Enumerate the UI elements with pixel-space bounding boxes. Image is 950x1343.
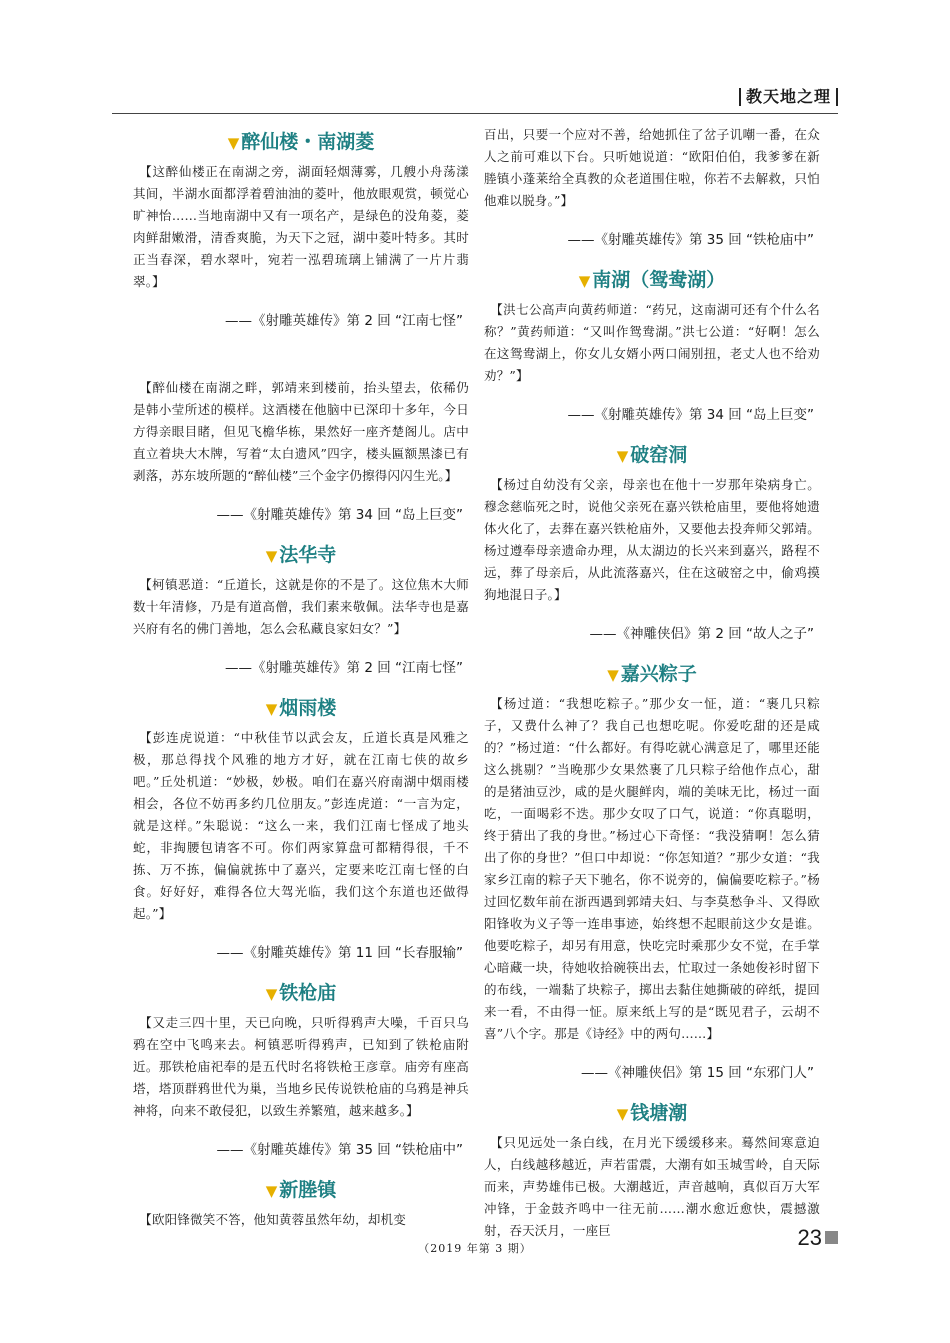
excerpt-source: ——《射雕英雄传》第 35 回 “铁枪庙中”	[216, 1142, 463, 1158]
right-column	[484, 124, 820, 1242]
excerpt-paragraph: 【洪七公高声向黄药师道：“药兄，这南湖可还有个什么名称？”黄药师道：“又叫作鸳鸯湖。”洪七公道：“好啊！怎么在这鸳鸯湖上，你女儿女婿小两口闹别扭，老丈人也不给劝劝？”】	[484, 302, 820, 383]
excerpt-source: ——《射雕英雄传》第 2 回 “江南七怪”	[225, 313, 463, 329]
page-number-text: 23	[797, 1225, 822, 1250]
excerpt-source: ——《射雕英雄传》第 11 回 “长春服输”	[216, 945, 463, 961]
triangle-bullet-icon: ▼	[607, 666, 619, 684]
heading-text: 南湖（鸳鸯湖）	[592, 269, 726, 291]
section-title-label: 教天地之理	[739, 88, 838, 106]
excerpt-source: ——《射雕英雄传》第 34 回 “岛上巨变”	[567, 407, 814, 423]
triangle-bullet-icon: ▼	[227, 134, 240, 152]
excerpt-paragraph: 【醉仙楼在南湖之畔，郭靖来到楼前，抬头望去，依稀仍是韩小莹所述的模样。这酒楼在他脑中已深印十多年，今日方得亲眼目睹，但见飞檐华栋，果然好一座齐楚阁儿。店中直立着块大木牌，写着“太白遗风”四字，楼头匾额黑漆已有剥落，苏东坡所题的“醉仙楼”三个金字仍擦得闪闪生光。】	[133, 380, 469, 483]
excerpt-paragraph: 【又走三四十里，天已向晚，只听得鸦声大噪，千百只乌鸦在空中飞鸣来去。柯镇恶听得鸦声，已知到了铁枪庙附近。那铁枪庙祀奉的是五代时名将铁枪王彦章。庙旁有座高塔，塔顶群鸦世代为巢，当地乡民传说铁枪庙的乌鸦是神兵神将，向来不敢侵犯，以致生养繁殖，越来越多。】	[133, 1015, 469, 1118]
excerpt-source: ——《射雕英雄传》第 2 回 “江南七怪”	[225, 660, 463, 676]
left-column	[133, 124, 469, 1231]
excerpt-paragraph: 【杨过道：“我想吃粽子。”那少女一怔，道：“裹几只粽子，又费什么神了？我自己也想吃呢。你爱吃甜的还是咸的？”杨过道：“什么都好。有得吃就心满意足了，哪里还能这么挑剔？”当晚那少女果然裹了几只粽子给他作点心，甜的是猪油豆沙，咸的是火腿鲜肉，端的美味无比，杨过一面吃，一面喝彩不迭。那少女叹了口气，说道：“你真聪明，终于猜出了我的身世。”杨过心下奇怪：“我没猜啊！怎么猜出了你的身世？”但口中却说：“你怎知道？”那少女道：“我家乡江南的粽子天下驰名，你不说旁的，偏偏要吃粽子。”杨过回忆数年前在浙西遇到郭靖夫妇、与李莫愁争斗、又得欧阳锋收为义子等一连串事迹，始终想不起眼前这少女是谁。他要吃粽子，却另有用意，快吃完时乘那少女不觉，在手掌心暗藏一块，待她收拾碗筷出去，忙取过一条她俊衫时留下的布线，一端黏了块粽子，掷出去黏住她撕破的碎纸，提回来一看，不由得一怔。原来纸上写的是“既见君子，云胡不喜”八个字。那是《诗经》中的两句……】	[484, 696, 820, 1041]
heading-text: 新塍镇	[279, 1179, 337, 1201]
excerpt-paragraph: 【杨过自幼没有父亲，母亲也在他十一岁那年染病身亡。穆念慈临死之时，说他父亲死在嘉兴铁枪庙里，要他将她遗体火化了，去葬在嘉兴铁枪庙外，又要他去投奔师父郭靖。杨过遵奉母亲遗命办理，从太湖边的长兴来到嘉兴，路程不远，葬了母亲后，从此流落嘉兴，住在这破窑之中，偷鸡摸狗地混日子。】	[484, 477, 820, 602]
excerpt-paragraph: 【彭连虎说道：“中秋佳节以武会友，丘道长真是风雅之极，那总得找个风雅的地方才好，就在江南七侠的故乡吧。”丘处机道：“妙极，妙极。咱们在嘉兴府南湖中烟雨楼相会，各位不妨再多约几位朋友。”彭连虎道：“一言为定，就是这样。”朱聪说：“这么一来，我们江南七怪成了地头蛇，非掏腰包请客不可。你们两家算盘可都精得很，千不拣、万不拣，偏偏就拣中了嘉兴，定要来吃江南七怪的白食。好好好，难得各位大驾光临，我们这个东道也还做得起。”】	[133, 730, 469, 921]
heading-text: 钱塘潮	[630, 1102, 688, 1124]
triangle-bullet-icon: ▼	[265, 1182, 278, 1200]
heading-qiantangchao	[484, 1101, 820, 1126]
excerpt-source: ——《射雕英雄传》第 35 回 “铁枪庙中”	[567, 232, 814, 248]
heading-jiaxing-zongzi	[484, 662, 820, 687]
excerpt-paragraph: 【只见远处一条白线，在月光下缓缓移来。蓦然间寒意迫人，白线越移越近，声若雷震，大潮有如玉城雪岭，自天际而来，声势雄伟已极。大潮越近，声音越响，真似百万大军冲锋，于金鼓齐鸣中一往无前……潮水愈近愈快，震撼激射，吞天沃月，一座巨	[484, 1135, 820, 1238]
heading-text: 嘉兴粽子	[620, 663, 697, 685]
heading-xinchengzhen	[133, 1178, 469, 1203]
spacer	[133, 349, 469, 377]
triangle-bullet-icon: ▼	[616, 447, 629, 465]
heading-tieqiangmiao	[133, 981, 469, 1006]
triangle-bullet-icon: ▼	[265, 547, 278, 565]
heading-fahuasi	[133, 543, 469, 568]
heading-poyaodong	[484, 443, 820, 468]
triangle-bullet-icon: ▼	[616, 1105, 629, 1123]
heading-text: 铁枪庙	[279, 982, 337, 1004]
heading-text: 醉仙楼・南湖菱	[241, 131, 375, 153]
heading-yanyulou	[133, 696, 469, 721]
excerpt-paragraph: 【这醉仙楼正在南湖之旁，湖面轻烟薄雾，几艘小舟荡漾其间，半湖水面都浮着碧油油的菱叶，他放眼观赏，顿觉心旷神怡……当地南湖中又有一项名产，是绿色的没角菱，菱肉鲜甜嫩滑，清香爽脆，为天下之冠，湖中菱叶特多。其时正当春深，碧水翠叶，宛若一泓碧琉璃上铺满了一片片翡翠。】	[133, 164, 469, 289]
issue-label: （2019 年第 3 期）	[418, 1242, 532, 1255]
triangle-bullet-icon: ▼	[265, 700, 278, 718]
header-rule	[112, 113, 838, 114]
excerpt-paragraph: 【欧阳锋微笑不答，他知黄蓉虽然年幼，却机变	[139, 1212, 406, 1227]
triangle-bullet-icon: ▼	[578, 272, 591, 290]
heading-text: 烟雨楼	[279, 697, 337, 719]
heading-nanhu	[484, 268, 820, 293]
heading-text: 法华寺	[279, 544, 337, 566]
excerpt-continuation: 百出，只要一个应对不善，给她抓住了岔子讥嘲一番，在众人之前可难以下台。只听她说道：“欧阳伯伯，我爹爹在新塍镇小蓬莱给全真教的众老道围住啦，你若不去解救，只怕他难以脱身。”】	[484, 127, 820, 208]
excerpt-source: ——《神雕侠侣》第 15 回 “东邪门人”	[580, 1065, 814, 1081]
excerpt-source: ——《射雕英雄传》第 34 回 “岛上巨变”	[216, 507, 463, 523]
triangle-bullet-icon: ▼	[265, 985, 278, 1003]
heading-zuixianlou	[133, 130, 469, 155]
heading-text: 破窑洞	[630, 444, 688, 466]
excerpt-paragraph: 【柯镇恶道：“丘道长，这就是你的不是了。这位焦木大师数十年清修，乃是有道高僧，我们素来敬佩。法华寺也是嘉兴府有名的佛门善地，怎么会私藏良家妇女？”】	[133, 577, 469, 636]
excerpt-source: ——《神雕侠侣》第 2 回 “故人之子”	[589, 626, 814, 642]
